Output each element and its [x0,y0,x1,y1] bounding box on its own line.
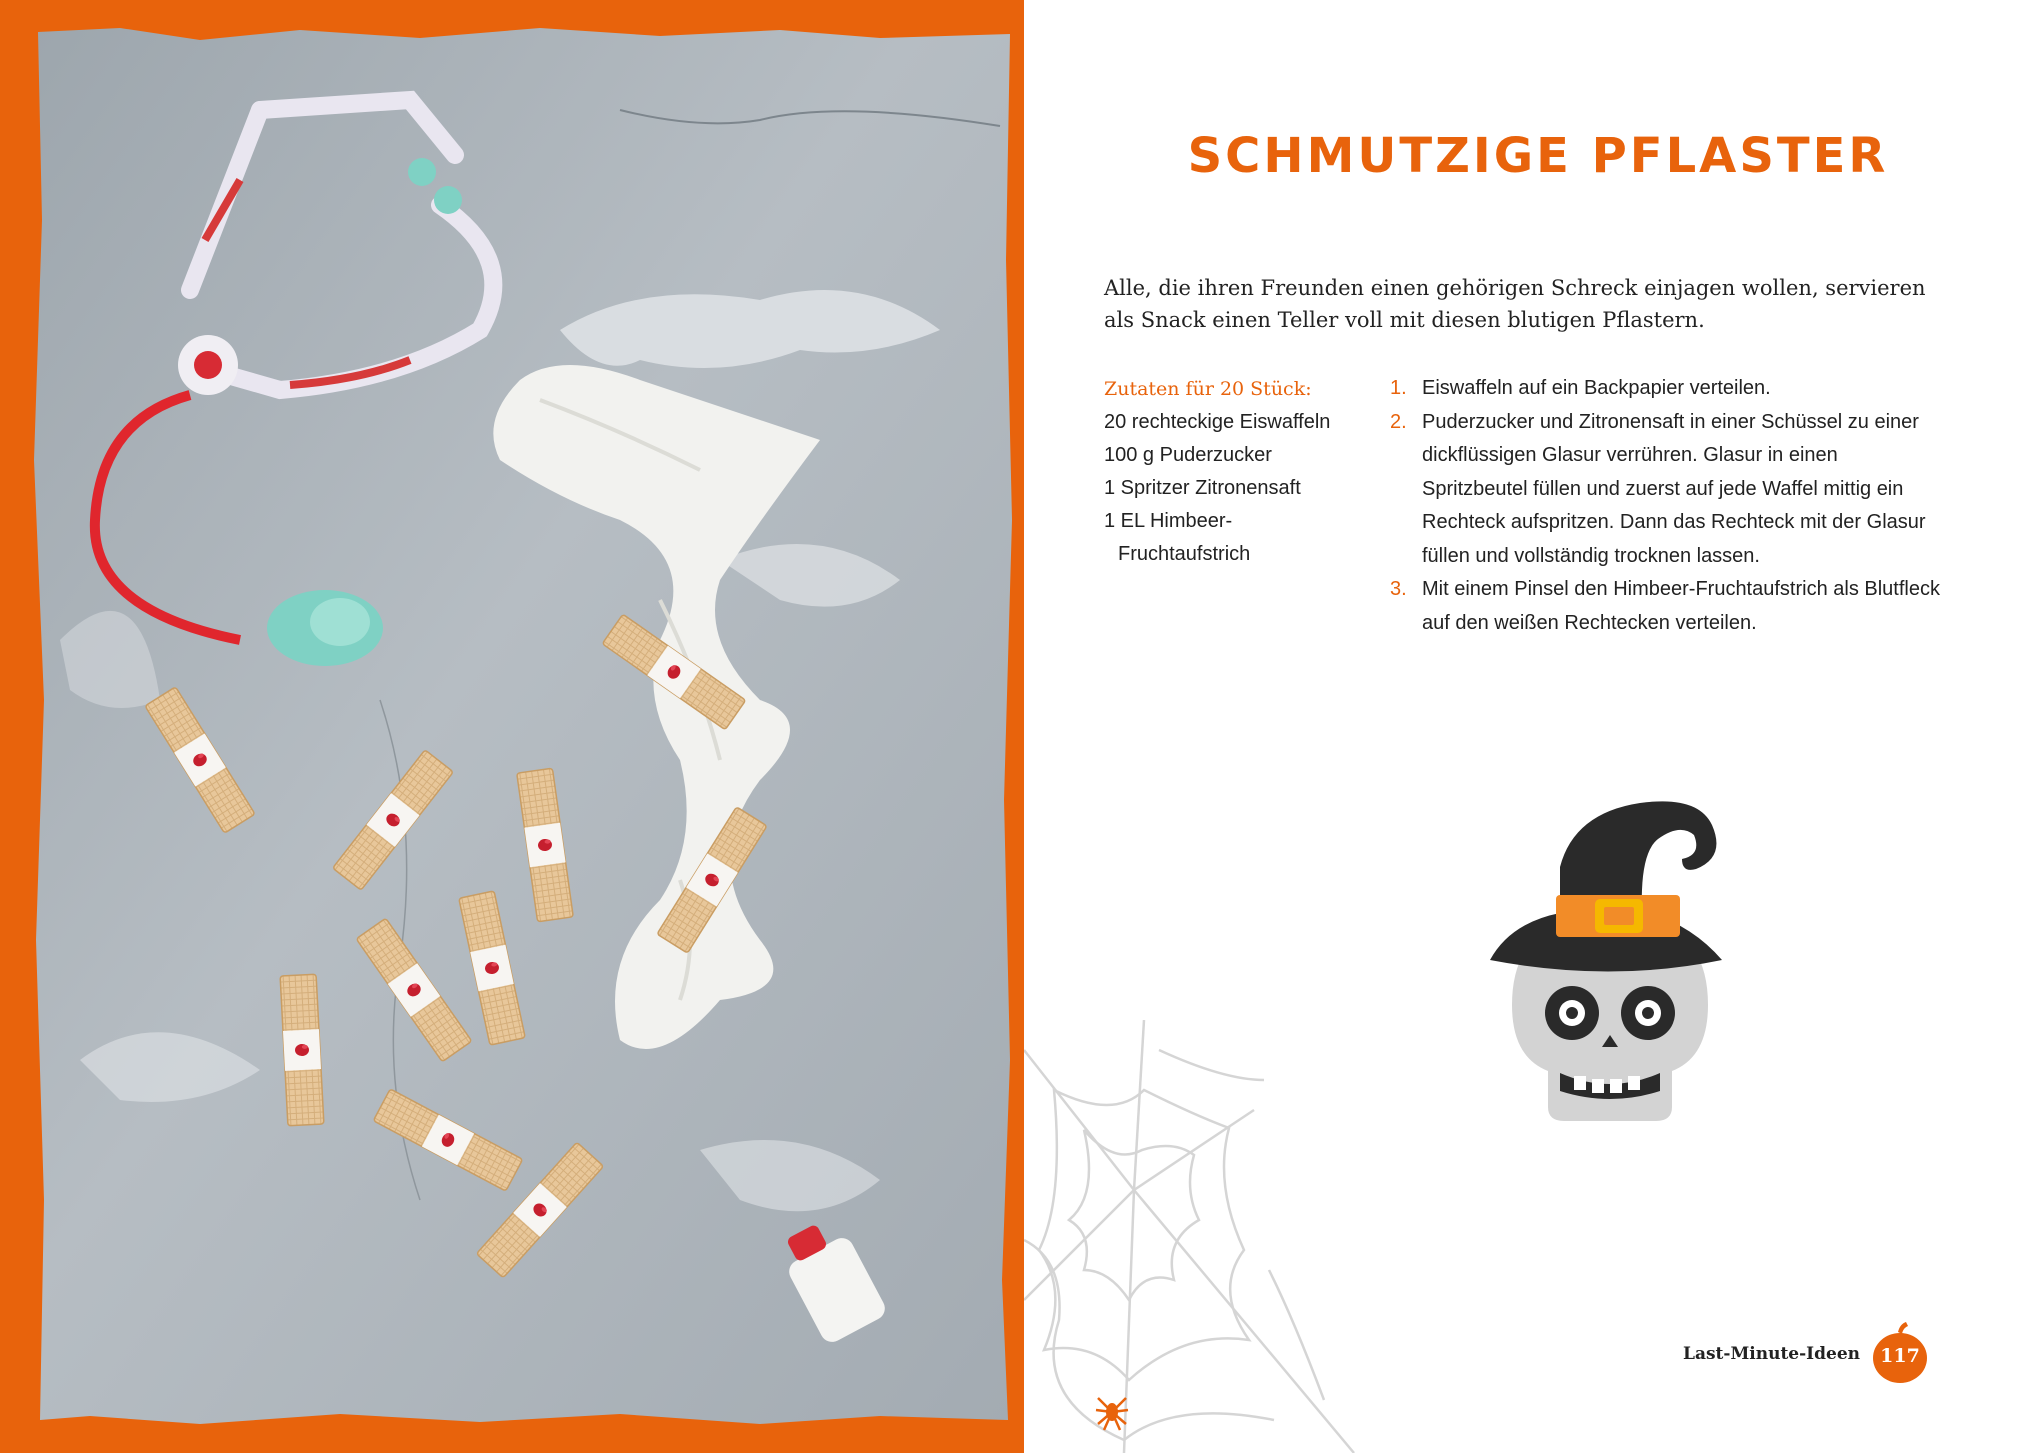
ingredients-list [1104,406,1364,571]
spider-icon [1096,1398,1128,1430]
step-item [1390,406,1940,574]
steps-list [1390,372,1940,640]
ingredient-item: 20 rechteckige Eiswaffeln [1104,411,1331,433]
step-text: Eiswaffeln auf ein Backpapier verteilen. [1422,377,1771,399]
footer-section-label: Last-Minute-Ideen [1683,1344,1860,1364]
ingredient-item: 1 Spritzer Zitronensaft [1104,477,1301,499]
recipe-intro: Alle, die ihren Freunden einen gehörigen Schreck einjagen wollen, servieren als Snack einen Teller voll mit diesen blutigen Pflastern. [1104,276,1926,332]
ingredients-heading: Zutaten für 20 Stück: [1104,378,1312,400]
step-text: Mit einem Pinsel den Himbeer-Fruchtaufstrich als Blutfleck auf den weißen Rechtecken verteilen. [1422,578,1940,634]
spider-web-icon [1024,1020,1364,1453]
page-number: 117 [1880,1345,1920,1367]
step-number: 1. [1390,377,1407,399]
recipe-title: SCHMUTZIGE PFLASTER [1187,128,1889,184]
witch-hat-skull-icon [1490,795,1730,1135]
step-item [1390,573,1940,640]
step-number: 2. [1390,410,1407,433]
ingredients-block [1104,372,1364,571]
step-text: Puderzucker und Zitronensaft in einer Schüssel zu einer dickflüssigen Glasur verrühren. Glasur in einen Spritzbeutel füllen und zuerst auf jede Waffel mittig ein Rechteck aufspritzen. Dann das Rechteck mit der Glasur füllen und vollständig trocknen lassen. [1422,410,1926,567]
ingredient-item: 100 g Puderzucker [1104,444,1272,466]
step-item [1390,372,1940,406]
ingredient-item: Fruchtaufstrich [1118,543,1251,565]
ingredient-item: 1 EL Himbeer- [1104,510,1233,532]
step-number: 3. [1390,578,1407,600]
